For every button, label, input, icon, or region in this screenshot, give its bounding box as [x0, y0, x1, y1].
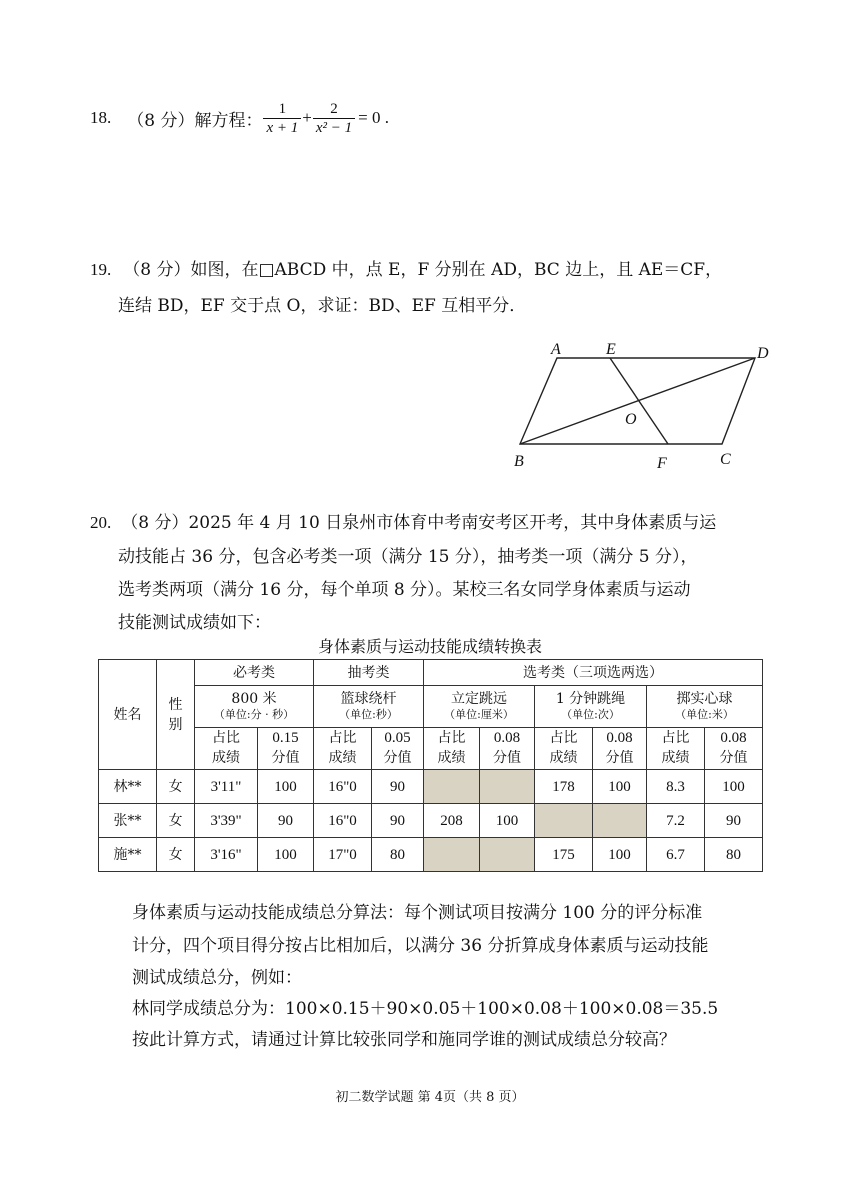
- header-name: 姓名: [99, 660, 157, 770]
- item-basketball: [314, 686, 424, 728]
- cell: 178: [535, 770, 593, 804]
- page-footer: 初二数学试题 第 4页（共 8 页）: [335, 1090, 525, 1105]
- label-f: F: [657, 455, 667, 472]
- item-long-jump-name: 立定跳远: [451, 690, 507, 707]
- q20-after-line3: 测试成绩总分，例如：: [132, 968, 302, 988]
- q20-after-line1: 身体素质与运动技能成绩总分算法：每个测试项目按满分 100 分的评分标准: [132, 903, 703, 923]
- cell: 100: [480, 804, 535, 838]
- item-ball-throw-unit: （单位:米）: [675, 707, 734, 721]
- cell: 100: [705, 770, 763, 804]
- points-label: 分值: [480, 748, 535, 770]
- cell: 80: [705, 838, 763, 872]
- q18-plus: +: [302, 108, 312, 127]
- cell: 90: [258, 804, 314, 838]
- student-gender: 女: [157, 838, 195, 872]
- score-label: 成绩: [535, 748, 593, 770]
- cell: 3'39": [195, 804, 258, 838]
- item-ball-throw-name: 掷实心球: [676, 690, 733, 707]
- q20-text-line1: （8 分）2025 年 4 月 10 日泉州市体育中考南安考区开考，其中身体素质与运: [121, 513, 717, 533]
- shaded-cell: [424, 770, 480, 804]
- ratio-label: 占比: [535, 728, 593, 748]
- score-conversion-table: [98, 659, 763, 872]
- cell: 100: [593, 770, 647, 804]
- q18: [90, 97, 389, 139]
- shaded-cell: [480, 770, 535, 804]
- cell: 80: [372, 838, 424, 872]
- label-c: C: [720, 451, 731, 468]
- q18-frac1-denominator: x + 1: [266, 119, 299, 136]
- table-row: [99, 838, 763, 872]
- q20-example-formula: 林同学成绩总分为：100×0.15＋90×0.05＋100×0.08＋100×0.08＝35.5: [132, 999, 719, 1019]
- table-row: [99, 804, 763, 838]
- cell: 6.7: [647, 838, 705, 872]
- points-label: 分值: [258, 748, 314, 770]
- cell: 100: [258, 770, 314, 804]
- header-gender: [157, 660, 195, 770]
- label-o: O: [625, 411, 637, 428]
- label-d: D: [757, 345, 769, 362]
- item-long-jump-unit: （单位:厘米）: [444, 707, 514, 721]
- shaded-cell: [593, 804, 647, 838]
- segment-ef: [610, 358, 668, 444]
- ratio-label: 占比: [195, 728, 258, 748]
- item-800m: [195, 686, 314, 728]
- score-label: 成绩: [314, 748, 372, 770]
- q20-number: 20.: [90, 513, 112, 532]
- cell: 90: [372, 804, 424, 838]
- q18-fraction-2: [313, 100, 355, 137]
- header-sampled: 抽考类: [314, 660, 424, 686]
- points-label: 分值: [593, 748, 647, 770]
- ratio-value: 0.08: [593, 728, 647, 748]
- item-800m-unit: （单位:分 · 秒）: [213, 707, 295, 721]
- cell: 3'16": [195, 838, 258, 872]
- q18-number: 18.: [90, 108, 112, 127]
- shaded-cell: [480, 838, 535, 872]
- ratio-label: 占比: [647, 728, 705, 748]
- ratio-value: 0.08: [480, 728, 535, 748]
- item-basketball-unit: （单位:秒）: [339, 707, 398, 721]
- table-row: [99, 770, 763, 804]
- ratio-value: 0.15: [258, 728, 314, 748]
- ratio-value: 0.05: [372, 728, 424, 748]
- cell: 100: [258, 838, 314, 872]
- item-rope-skip-unit: （单位:次）: [561, 707, 620, 721]
- diagonal-bd: [520, 358, 755, 444]
- student-gender: 女: [157, 770, 195, 804]
- q18-frac1-numerator: 1: [263, 100, 301, 119]
- item-rope-skip: [535, 686, 647, 728]
- q20-after-line2: 计分，四个项目得分按占比相加后，以满分 36 分折算成身体素质与运动技能: [132, 936, 709, 956]
- item-800m-name: 800 米: [231, 690, 277, 707]
- q19-text-line1: （8 分）如图，在□ABCD 中，点 E，F 分别在 AD，BC 边上，且 AE＝CF，: [123, 260, 723, 280]
- cell: 90: [372, 770, 424, 804]
- cell: 208: [424, 804, 480, 838]
- q18-rhs: = 0 .: [358, 108, 389, 127]
- cell: 3'11": [195, 770, 258, 804]
- shaded-cell: [424, 838, 480, 872]
- points-label: 分值: [705, 748, 763, 770]
- q20-line2: 动技能占 36 分，包含必考类一项（满分 15 分），抽考类一项（满分 5 分），: [118, 547, 698, 567]
- label-e: E: [606, 341, 616, 358]
- item-rope-skip-name: 1 分钟跳绳: [555, 690, 626, 707]
- q20-line3: 选考类两项（满分 16 分，每个单项 8 分）。某校三名女同学身体素质与运动: [118, 580, 691, 600]
- q20-line1: [90, 508, 716, 533]
- q19-line1: [90, 255, 722, 280]
- score-label: 成绩: [647, 748, 705, 770]
- q19-number: 19.: [90, 260, 112, 279]
- cell: 8.3: [647, 770, 705, 804]
- student-name: 施**: [99, 838, 157, 872]
- item-ball-throw: [647, 686, 763, 728]
- score-label: 成绩: [195, 748, 258, 770]
- cell: 16"0: [314, 770, 372, 804]
- q19-line2: 连结 BD，EF 交于点 O，求证：BD、EF 互相平分．: [118, 296, 527, 316]
- cell: 16"0: [314, 804, 372, 838]
- q20-question: 按此计算方式，请通过计算比较张同学和施同学谁的测试成绩总分较高？: [132, 1030, 676, 1050]
- cell: 100: [593, 838, 647, 872]
- q20-line4: 技能测试成绩如下：: [118, 613, 271, 633]
- cell: 17"0: [314, 838, 372, 872]
- shaded-cell: [535, 804, 593, 838]
- q18-fraction-1: [263, 100, 301, 137]
- cell: 175: [535, 838, 593, 872]
- ratio-label: 占比: [314, 728, 372, 748]
- parallelogram-figure: [505, 336, 785, 476]
- header-gender-text: 性别: [168, 696, 183, 733]
- score-label: 成绩: [424, 748, 480, 770]
- item-long-jump: [424, 686, 535, 728]
- label-b: B: [514, 453, 524, 470]
- student-name: 林**: [99, 770, 157, 804]
- q18-frac2-numerator: 2: [313, 100, 355, 119]
- student-name: 张**: [99, 804, 157, 838]
- header-elective: 选考类（三项选两选）: [424, 660, 763, 686]
- ratio-label: 占比: [424, 728, 480, 748]
- student-gender: 女: [157, 804, 195, 838]
- header-required: 必考类: [195, 660, 314, 686]
- item-basketball-name: 篮球绕杆: [340, 690, 397, 707]
- q18-prompt: （8 分）解方程：: [127, 110, 263, 131]
- cell: 7.2: [647, 804, 705, 838]
- cell: 90: [705, 804, 763, 838]
- q18-frac2-denominator: x² − 1: [315, 119, 353, 136]
- label-a: A: [551, 341, 561, 358]
- points-label: 分值: [372, 748, 424, 770]
- ratio-value: 0.08: [705, 728, 763, 748]
- table-title: 身体素质与运动技能成绩转换表: [317, 637, 542, 656]
